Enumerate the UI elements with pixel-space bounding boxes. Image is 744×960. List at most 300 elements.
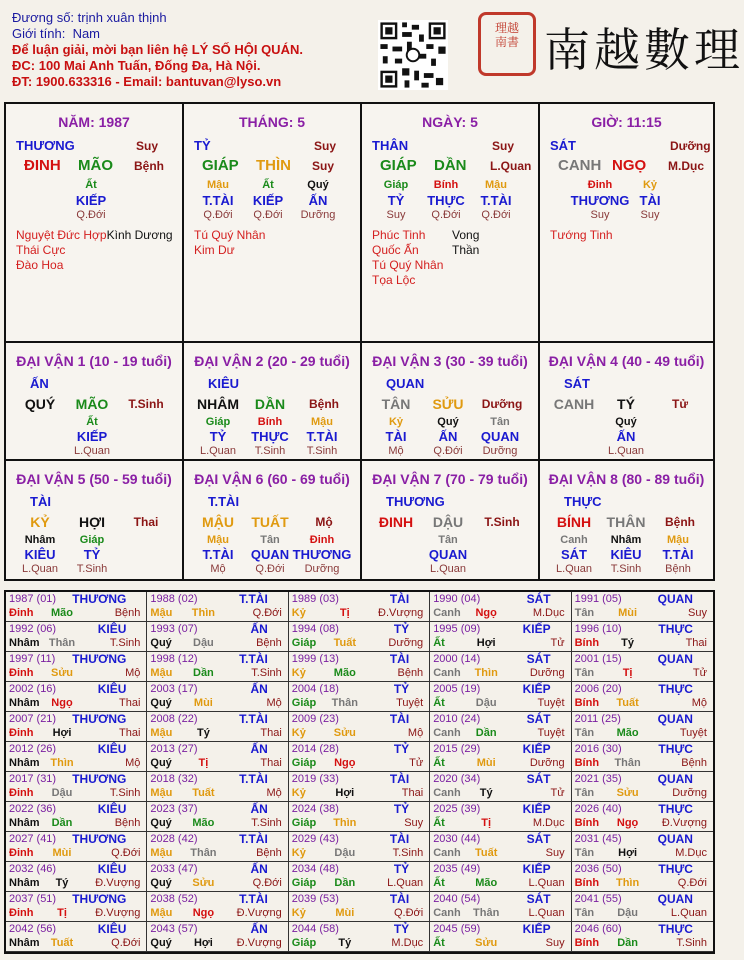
year-stage: Tuyệt	[537, 727, 565, 739]
year-ten-god: T.TÀI	[239, 592, 268, 606]
dai-van-7[interactable]	[360, 459, 540, 581]
year-stem: Bính	[574, 757, 600, 769]
year-label: 1989 (03)	[291, 593, 339, 605]
year-ten-god: KIÊU	[97, 802, 127, 816]
year-ten-god: THƯƠNG	[72, 892, 127, 906]
year-stage: Tuyệt	[679, 727, 707, 739]
hidden-stage: T.Sinh	[306, 445, 338, 457]
year-branch: Hợi	[52, 727, 72, 739]
year-stem: Tân	[574, 667, 595, 679]
year-ten-god: SÁT	[526, 592, 551, 606]
annual-year-cell[interactable]	[289, 652, 430, 682]
year-ten-god: THƯƠNG	[72, 652, 127, 666]
annual-year-cell[interactable]	[289, 682, 430, 712]
dai-van-stage: T.Sinh	[128, 397, 164, 411]
contact-line: Để luận giải, mời bạn liên hệ LÝ SỐ HỘI QUÁN.	[12, 42, 303, 57]
year-stage: Dưỡng	[529, 757, 565, 769]
hidden-stage: Q.Đới	[481, 209, 511, 221]
year-branch: Ngọ	[51, 697, 73, 709]
year-label: 2026 (40)	[574, 803, 622, 815]
annual-year-cell[interactable]	[572, 622, 713, 652]
annual-year-cell[interactable]	[430, 772, 571, 802]
year-branch: Mão	[51, 607, 73, 619]
year-label: 2042 (56)	[9, 923, 57, 935]
annual-year-cell[interactable]	[430, 832, 571, 862]
annual-year-cell[interactable]	[6, 892, 147, 922]
year-stage: Bệnh	[256, 847, 282, 859]
annual-year-cell[interactable]	[6, 862, 147, 892]
year-stem: Mậu	[150, 607, 173, 619]
year-branch: Tý	[55, 877, 69, 889]
year-ten-god: TÀI	[389, 892, 410, 906]
annual-year-cell[interactable]	[147, 832, 288, 862]
annual-year-cell[interactable]	[289, 772, 430, 802]
year-label: 1988 (02)	[150, 593, 198, 605]
hidden-ten-god: ẤN	[616, 429, 636, 444]
annual-year-cell[interactable]	[147, 712, 288, 742]
year-stage: L.Quan	[528, 907, 565, 919]
year-label: 2035 (49)	[433, 863, 481, 875]
hidden-stem: Đinh	[587, 179, 613, 191]
hidden-stage: T.Sinh	[76, 563, 108, 575]
year-label: 2044 (58)	[291, 923, 339, 935]
heavenly-stem: CANH	[553, 396, 595, 412]
pillar-2	[182, 102, 362, 343]
heavenly-stem: NHÂM	[197, 396, 239, 412]
year-stem: Kỷ	[291, 607, 306, 619]
year-branch: Tý	[479, 787, 493, 799]
annual-year-cell[interactable]	[6, 922, 147, 952]
year-ten-god: TÀI	[389, 772, 410, 786]
hidden-stage: Dưỡng	[304, 563, 340, 575]
year-label: 2003 (17)	[150, 683, 198, 695]
hidden-stage: T.Sinh	[610, 563, 642, 575]
year-stem: Canh	[433, 727, 461, 739]
year-branch: Thìn	[50, 757, 74, 769]
annual-year-cell[interactable]	[147, 772, 288, 802]
hidden-stem: Quý	[437, 416, 459, 428]
year-ten-god: ẤN	[250, 742, 268, 756]
annual-year-cell[interactable]	[572, 742, 713, 772]
hidden-ten-god: T.TÀI	[202, 547, 234, 562]
hidden-stem: Mậu	[485, 179, 507, 191]
year-label: 2036 (50)	[574, 863, 622, 875]
year-label: 2034 (48)	[291, 863, 339, 875]
annual-year-cell[interactable]	[147, 802, 288, 832]
hidden-ten-god: KIÊU	[610, 547, 642, 562]
hidden-ten-god: T.TÀI	[480, 193, 512, 208]
year-label: 2032 (46)	[9, 863, 57, 875]
annual-year-cell[interactable]	[572, 802, 713, 832]
dai-van-stage: Dưỡng	[481, 397, 523, 411]
annual-year-cell[interactable]	[147, 682, 288, 712]
year-stage: Thai	[118, 727, 141, 739]
year-stem: Giáp	[291, 877, 317, 889]
year-stem: Bính	[574, 937, 600, 949]
year-stage: Q.Đới	[393, 907, 424, 919]
year-stage: T.Sinh	[109, 787, 141, 799]
year-stage: M.Dục	[532, 607, 565, 619]
year-branch: Thân	[331, 697, 358, 709]
annual-year-cell[interactable]	[572, 772, 713, 802]
dai-van-8[interactable]	[538, 459, 715, 581]
year-label: 2004 (18)	[291, 683, 339, 695]
heavenly-stem: KỶ	[30, 514, 50, 530]
hidden-stage: Mộ	[210, 563, 226, 575]
year-stem: Bính	[574, 817, 600, 829]
year-stem: Quý	[150, 697, 172, 709]
year-label: 2030 (44)	[433, 833, 481, 845]
year-branch: Ngọ	[334, 757, 356, 769]
hidden-ten-god: ẤN	[308, 193, 328, 208]
annual-year-cell[interactable]	[147, 922, 288, 952]
year-stage: Dưỡng	[672, 787, 707, 799]
annual-year-cell[interactable]	[289, 592, 430, 622]
year-label: 2014 (28)	[291, 743, 339, 755]
annual-year-cell[interactable]	[289, 712, 430, 742]
hidden-stage: Mộ	[388, 445, 404, 457]
year-stem: Ất	[433, 757, 445, 769]
annual-year-cell[interactable]	[430, 802, 571, 832]
pillar-header: GIỜ: 11:15	[591, 114, 662, 130]
annual-year-cell[interactable]	[430, 622, 571, 652]
dai-van-header: ĐẠI VẬN 6 (60 - 69 tuổi)	[194, 471, 350, 487]
annual-year-cell[interactable]	[572, 712, 713, 742]
year-branch: Dậu	[475, 697, 497, 709]
hidden-ten-god: T.TÀI	[202, 193, 234, 208]
year-stem: Canh	[433, 607, 461, 619]
year-branch: Thìn	[191, 607, 215, 619]
annual-year-cell[interactable]	[430, 682, 571, 712]
year-stage: Thai	[685, 637, 707, 649]
phone-email-line[interactable]: ĐT: 1900.633316 - Email: bantuvan@lyso.vn	[12, 74, 282, 89]
year-label: 2002 (16)	[9, 683, 57, 695]
year-branch: Dậu	[617, 907, 638, 919]
annual-year-cell[interactable]	[147, 652, 288, 682]
year-label: 2008 (22)	[150, 713, 198, 725]
annual-year-cell[interactable]	[430, 922, 571, 952]
hidden-stage: Suy	[386, 209, 406, 221]
year-stage: Mộ	[407, 727, 424, 739]
year-ten-god: KIẾP	[522, 742, 551, 756]
year-label: 1998 (12)	[150, 653, 198, 665]
year-ten-god: TỶ	[393, 922, 410, 936]
hidden-stage: L.Quan	[199, 445, 237, 457]
annual-year-cell[interactable]	[430, 862, 571, 892]
year-stem: Tân	[574, 607, 595, 619]
year-branch: Tuất	[50, 937, 74, 949]
annual-year-cell[interactable]	[147, 622, 288, 652]
hidden-stem: Quý	[307, 179, 329, 191]
stars-list	[550, 228, 613, 243]
year-branch: Tuất	[333, 637, 356, 649]
year-stage: Đ.Vượng	[236, 937, 282, 949]
annual-year-cell[interactable]	[147, 892, 288, 922]
year-stem: Nhâm	[9, 637, 40, 649]
annual-year-cell[interactable]	[572, 592, 713, 622]
year-ten-god: SÁT	[526, 772, 551, 786]
year-stem: Nhâm	[9, 937, 40, 949]
year-stage: Đ.Vượng	[95, 907, 141, 919]
year-label: 2045 (59)	[433, 923, 481, 935]
hidden-ten-god: KIẾP	[252, 193, 284, 208]
year-label: 2022 (36)	[9, 803, 57, 815]
annual-year-cell[interactable]	[289, 832, 430, 862]
year-label: 1992 (06)	[9, 623, 57, 635]
year-stage: Đ.Vượng	[378, 607, 424, 619]
year-stem: Tân	[574, 907, 595, 919]
hidden-ten-god: QUAN	[428, 547, 468, 562]
hidden-stem: Mậu	[667, 534, 689, 546]
dai-van-ten-god: SÁT	[564, 376, 590, 391]
year-stem: Đinh	[9, 907, 34, 919]
annual-year-cell[interactable]	[6, 832, 147, 862]
hidden-ten-god: SÁT	[561, 547, 587, 562]
year-ten-god: THƯƠNG	[72, 592, 127, 606]
annual-year-cell[interactable]	[147, 592, 288, 622]
year-branch: Tị	[198, 757, 209, 769]
hidden-stage: L.Quan	[607, 445, 645, 457]
annual-year-cell[interactable]	[6, 712, 147, 742]
pillar-1	[4, 102, 184, 343]
year-label: 2046 (60)	[574, 923, 622, 935]
hidden-ten-god: THỰC	[251, 429, 289, 444]
annual-year-cell[interactable]	[289, 922, 430, 952]
year-branch: Thân	[614, 757, 641, 769]
annual-year-cell[interactable]	[289, 862, 430, 892]
hidden-stage: Q.Đới	[433, 445, 463, 457]
annual-year-cell[interactable]	[572, 652, 713, 682]
earthly-branch: DẦN	[254, 396, 286, 412]
hidden-ten-god: KIÊU	[24, 547, 56, 562]
owner-label: Đương số:	[12, 10, 75, 25]
year-ten-god: T.TÀI	[239, 892, 268, 906]
hidden-ten-god: KIẾP	[75, 193, 107, 208]
hidden-stem: Kỷ	[388, 416, 404, 428]
qr-code-icon[interactable]	[378, 20, 448, 90]
year-ten-god: TÀI	[389, 592, 410, 606]
dai-van-4[interactable]	[538, 341, 715, 461]
year-stem: Canh	[433, 787, 461, 799]
dai-van-1[interactable]	[4, 341, 184, 461]
year-stage: Tử	[550, 637, 565, 649]
year-branch: Sửu	[616, 787, 639, 799]
year-stage: Q.Đới	[111, 847, 141, 859]
year-ten-god: SÁT	[526, 652, 551, 666]
heavenly-stem: GIÁP	[380, 157, 417, 174]
year-branch: Dần	[334, 877, 356, 889]
year-ten-god: KIÊU	[97, 922, 127, 936]
year-stem: Ất	[433, 817, 445, 829]
year-stem: Đinh	[9, 667, 34, 679]
annual-year-cell[interactable]	[572, 922, 713, 952]
pillar-ten-god: TỶ	[194, 138, 211, 153]
hidden-stage: Q.Đới	[255, 563, 285, 575]
star-item: Kim Dư	[194, 243, 235, 257]
year-label: 2009 (23)	[291, 713, 339, 725]
year-stage: Bệnh	[256, 637, 282, 649]
header-info	[12, 10, 303, 90]
year-ten-god: ẤN	[250, 922, 268, 936]
annual-year-cell[interactable]	[289, 622, 430, 652]
year-stage: L.Quan	[670, 907, 707, 919]
year-label: 2020 (34)	[433, 773, 481, 785]
star-item: Đào Hoa	[16, 258, 64, 272]
star-item: Tú Quý Nhân	[194, 228, 266, 242]
year-ten-god: QUAN	[657, 832, 693, 846]
year-branch: Thìn	[615, 877, 640, 889]
year-label: 1997 (11)	[9, 653, 56, 665]
year-stem: Giáp	[291, 637, 317, 649]
year-stem: Kỷ	[291, 787, 306, 799]
star-item: Nguyệt Đức Hợp	[16, 228, 107, 242]
annual-year-cell[interactable]	[430, 592, 571, 622]
annual-year-cell[interactable]	[289, 802, 430, 832]
annual-year-cell[interactable]	[6, 682, 147, 712]
year-label: 2025 (39)	[433, 803, 481, 815]
year-label: 2012 (26)	[9, 743, 57, 755]
year-stage: T.Sinh	[392, 847, 424, 859]
earthly-branch: THÂN	[606, 514, 646, 530]
annual-year-cell[interactable]	[430, 742, 571, 772]
pillar-stage: Suy	[314, 139, 337, 153]
year-label: 2037 (51)	[9, 893, 57, 905]
year-branch: Dần	[475, 727, 497, 739]
year-ten-god: TỶ	[393, 622, 410, 636]
year-stage: Mộ	[125, 757, 141, 769]
annual-year-cell[interactable]	[572, 892, 713, 922]
year-label: 2038 (52)	[150, 893, 198, 905]
earthly-branch: DẬU	[432, 514, 464, 530]
annual-year-cell[interactable]	[572, 862, 713, 892]
year-stem: Quý	[150, 817, 172, 829]
annual-year-cell[interactable]	[430, 712, 571, 742]
hidden-stage: Q.Đới	[76, 209, 106, 221]
annual-year-cell[interactable]	[6, 742, 147, 772]
year-ten-god: ẤN	[250, 682, 268, 696]
pillar-ten-god: SÁT	[550, 138, 576, 153]
year-stem: Mậu	[150, 667, 173, 679]
year-stage: Q.Đới	[252, 877, 282, 889]
year-stem: Mậu	[150, 907, 173, 919]
earthly-branch: MÃO	[78, 157, 113, 174]
dai-van-stage: Bệnh	[665, 515, 695, 529]
year-stage: Thai	[401, 787, 424, 799]
hidden-ten-god: TỶ	[387, 193, 405, 208]
heavenly-stem: GIÁP	[202, 157, 239, 174]
year-stem: Bính	[574, 877, 600, 889]
year-branch: Ngọ	[192, 907, 215, 919]
earthly-branch: DẦN	[434, 157, 467, 174]
year-stage: Tử	[409, 757, 424, 769]
year-stem: Ất	[433, 937, 445, 949]
annual-year-cell[interactable]	[6, 652, 147, 682]
year-ten-god: TỶ	[393, 742, 410, 756]
year-label: 2040 (54)	[433, 893, 481, 905]
hidden-stage: T.Sinh	[254, 445, 286, 457]
annual-year-cell[interactable]	[572, 682, 713, 712]
dai-van-header: ĐẠI VẬN 8 (80 - 89 tuổi)	[548, 471, 705, 487]
annual-year-cell[interactable]	[430, 652, 571, 682]
year-stage: Thai	[260, 727, 282, 739]
annual-year-cell[interactable]	[289, 742, 430, 772]
gender-value: Nam	[72, 26, 101, 41]
annual-year-cell[interactable]	[6, 622, 147, 652]
hidden-stage: Q.Đới	[431, 209, 461, 221]
year-stage: Thai	[260, 757, 282, 769]
hidden-stem: Mậu	[311, 416, 333, 428]
year-stage: Dưỡng	[388, 637, 424, 649]
annual-year-cell[interactable]	[430, 892, 571, 922]
year-label: 1994 (08)	[291, 623, 339, 635]
year-stage: T.Sinh	[109, 637, 141, 649]
year-ten-god: QUAN	[657, 892, 693, 906]
year-branch: Mùi	[618, 607, 638, 619]
year-ten-god: THỰC	[658, 622, 693, 636]
year-stage: Bệnh	[397, 667, 424, 679]
year-stage: T.Sinh	[251, 667, 282, 679]
year-stem: Mậu	[150, 847, 173, 859]
dai-van-stage: Bệnh	[309, 397, 339, 411]
annual-year-cell[interactable]	[147, 742, 288, 772]
dai-van-5[interactable]	[4, 459, 184, 581]
year-stem: Ất	[433, 697, 445, 709]
annual-year-cell[interactable]	[289, 892, 430, 922]
year-stem: Đinh	[9, 607, 34, 619]
year-ten-god: ẤN	[250, 862, 268, 876]
heavenly-stem: MẬU	[202, 514, 234, 530]
year-label: 2016 (30)	[574, 743, 622, 755]
year-stem: Giáp	[291, 757, 317, 769]
year-ten-god: THỰC	[658, 922, 693, 936]
year-stem: Kỷ	[291, 667, 306, 679]
year-label: 1996 (10)	[574, 623, 622, 635]
hidden-ten-god: KIẾP	[76, 429, 108, 444]
year-label: 1999 (13)	[291, 653, 339, 665]
year-stage: Bệnh	[681, 757, 707, 769]
year-label: 2023 (37)	[150, 803, 198, 815]
year-label: 2010 (24)	[433, 713, 481, 725]
year-stem: Canh	[433, 667, 461, 679]
annual-year-cell[interactable]	[6, 772, 147, 802]
hidden-stage: L.Quan	[429, 563, 467, 575]
year-ten-god: THƯƠNG	[72, 832, 127, 846]
annual-year-cell[interactable]	[6, 592, 147, 622]
year-branch: Mão	[192, 817, 215, 829]
dai-van-3[interactable]	[360, 341, 540, 461]
earthly-branch: MÃO	[75, 396, 109, 412]
year-ten-god: QUAN	[657, 772, 693, 786]
annual-year-cell[interactable]	[572, 832, 713, 862]
year-ten-god: T.TÀI	[239, 652, 268, 666]
annual-year-cell[interactable]	[147, 862, 288, 892]
dai-van-6[interactable]	[182, 459, 362, 581]
dai-van-ten-god: THỰC	[564, 494, 602, 509]
dai-van-2[interactable]	[182, 341, 362, 461]
year-branch: Dậu	[51, 787, 73, 799]
year-ten-god: TÀI	[389, 652, 410, 666]
year-stem: Giáp	[291, 697, 317, 709]
year-branch: Mùi	[193, 697, 213, 709]
year-stage: Mộ	[266, 787, 282, 799]
year-stem: Kỷ	[291, 727, 306, 739]
star-item: Tọa Lộc	[372, 273, 416, 287]
year-branch: Mùi	[335, 907, 355, 919]
year-branch: Tuất	[474, 847, 498, 859]
year-ten-god: QUAN	[657, 652, 693, 666]
year-branch: Tuất	[192, 787, 215, 799]
annual-year-cell[interactable]	[6, 802, 147, 832]
